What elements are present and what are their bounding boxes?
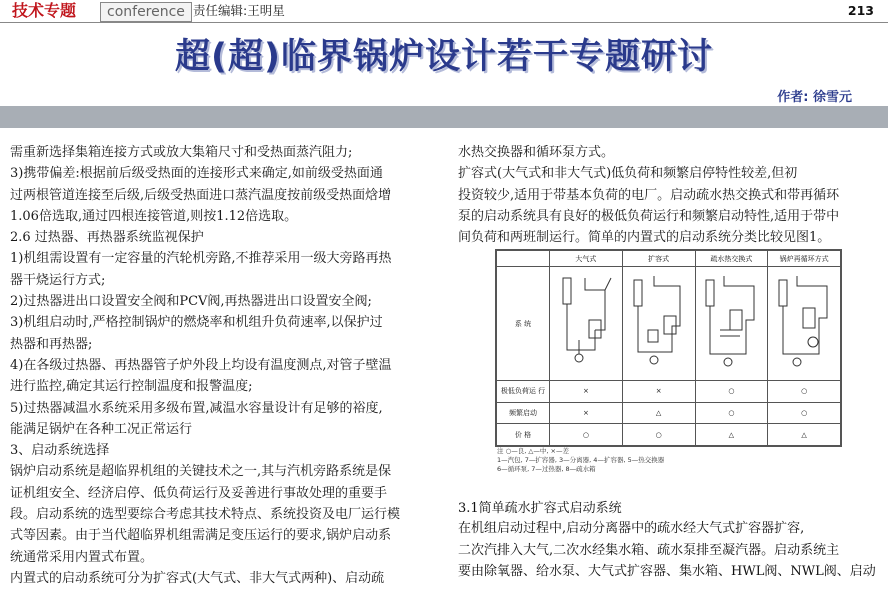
rating-symbol: ○ bbox=[622, 424, 695, 446]
figure-1-comparison-table bbox=[495, 249, 842, 447]
col-header: 锅炉再循环方式 bbox=[768, 251, 841, 267]
right-column bbox=[458, 142, 880, 248]
paragraph-line: 统通常采用内置式布置。 bbox=[10, 549, 154, 565]
page-number: 213 bbox=[847, 3, 874, 18]
paragraph-line: 1)机组需设置有一定容量的汽轮机旁路,不推荐采用一级大旁路再热 bbox=[10, 251, 392, 267]
paragraph-line: 热器和再热器; bbox=[10, 336, 93, 352]
paragraph-line: 要由除氧器、给水泵、大气式扩容器、集水箱、HWL阀、NWL阀、启动 bbox=[458, 564, 876, 579]
rating-symbol: △ bbox=[622, 402, 695, 424]
paragraph-line: 器干烧运行方式; bbox=[10, 272, 106, 288]
expansion-system-diagram bbox=[628, 270, 690, 376]
paragraph-line: 3)携带偏差:根据前后级受热面的连接形式来确定,如前级受热面通 bbox=[10, 166, 383, 182]
rating-symbol: × bbox=[550, 381, 623, 403]
article-author: 作者: 徐雪元 bbox=[777, 90, 852, 105]
rating-symbol: ○ bbox=[695, 402, 768, 424]
page-header bbox=[0, 0, 888, 23]
paragraph-line: 水热交换器和循环泵方式。 bbox=[458, 145, 615, 160]
paragraph-line: 进行监控,确定其运行控制温度和报警温度; bbox=[10, 379, 253, 395]
table-corner bbox=[497, 251, 550, 267]
paragraph-line: 式等因素。由于当代超临界机组需满足变压运行的要求,锅炉启动系 bbox=[10, 528, 392, 544]
system-schematic bbox=[768, 267, 841, 381]
right-column-continued bbox=[458, 518, 880, 583]
paragraph-line: 投资较少,适用于带基本负荷的电厂。启动疏水热交换式和带再循环 bbox=[458, 187, 840, 203]
conference-label: conference bbox=[100, 2, 192, 22]
section-heading: 3.1简单疏水扩容式启动系统 bbox=[458, 501, 622, 516]
atmospheric-system-diagram bbox=[555, 270, 617, 376]
row-label: 频繁启动 bbox=[497, 402, 550, 424]
rating-symbol: × bbox=[622, 381, 695, 403]
title-band bbox=[0, 106, 888, 128]
rating-symbol: △ bbox=[768, 424, 841, 446]
rating-symbol: △ bbox=[695, 424, 768, 446]
paragraph-line: 证机组安全、经济启停、低负荷运行及妥善进行事故处理的重要手 bbox=[10, 485, 388, 501]
rating-symbol: ○ bbox=[768, 381, 841, 403]
paragraph-line: 二次汽排入大气,二次水经集水箱、疏水泵排至凝汽器。启动系统主 bbox=[458, 542, 840, 558]
col-header: 疏水热交换式 bbox=[695, 251, 768, 267]
paragraph-line: 2.6 过热器、再热器系统监视保护 bbox=[10, 230, 204, 246]
paragraph-line: 5)过热器减温水系统采用多级布置,减温水容量设计有足够的裕度, bbox=[10, 400, 383, 416]
article-title: 超(超)临界锅炉设计若干专题研讨 bbox=[175, 37, 713, 77]
figure-note: 6—循环泵, 7—过热器, 8—疏水箱 bbox=[497, 465, 596, 473]
rating-symbol: ○ bbox=[768, 402, 841, 424]
section-tag: 技术专题 bbox=[12, 1, 77, 20]
paragraph-line: 4)在各级过热器、再热器管子炉外段上均设有温度测点,对管子壁温 bbox=[10, 357, 392, 373]
paragraph-line: 3、启动系统选择 bbox=[10, 443, 110, 459]
figure-note: 注 ○—良, △—中, ×—差 bbox=[497, 447, 569, 455]
left-column bbox=[10, 142, 440, 589]
rating-symbol: × bbox=[550, 402, 623, 424]
col-header: 扩容式 bbox=[622, 251, 695, 267]
col-header: 大气式 bbox=[550, 251, 623, 267]
paragraph-line: 锅炉启动系统是超临界机组的关键技术之一,其与汽机旁路系统是保 bbox=[10, 464, 392, 480]
figure-notes bbox=[497, 447, 664, 474]
paragraph-line: 3)机组启动时,严格控制锅炉的燃烧率和机组升负荷速率,以保护过 bbox=[10, 315, 383, 331]
rating-symbol: ○ bbox=[550, 424, 623, 446]
system-schematic bbox=[622, 267, 695, 381]
paragraph-line: 需重新选择集箱连接方式或放大集箱尺寸和受热面蒸汽阻力; bbox=[10, 145, 353, 160]
figure-note: 1—汽包, 7—扩容器, 3—分离器, 4—扩容器, 5—热交换器 bbox=[497, 456, 665, 464]
heat-exchanger-system-diagram bbox=[700, 270, 762, 376]
system-schematic bbox=[550, 267, 623, 381]
recirculation-system-diagram bbox=[773, 270, 835, 376]
paragraph-line: 在机组启动过程中,启动分离器中的疏水经大气式扩容器扩容, bbox=[458, 521, 805, 536]
paragraph-line: 过两根管道连接至后级,后级受热面进口蒸汽温度按前级受热面焓增 bbox=[10, 187, 392, 203]
rating-symbol: ○ bbox=[695, 381, 768, 403]
paragraph-line: 1.06倍选取,通过四根连接管道,则按1.12倍选取。 bbox=[10, 208, 298, 224]
paragraph-line: 泵的启动系统具有良好的极低负荷运行和频繁启动特性,适用于带中 bbox=[458, 208, 840, 224]
paragraph-line: 能满足锅炉在各种工况正常运行 bbox=[10, 421, 193, 437]
row-label: 系 统 bbox=[497, 267, 550, 381]
paragraph-line: 内置式的启动系统可分为扩容式(大气式、非大气式两种)、启动疏 bbox=[10, 570, 385, 586]
paragraph-line: 段。启动系统的选型要综合考虑其技术特点、系统投资及电厂运行模 bbox=[10, 507, 401, 523]
system-schematic bbox=[695, 267, 768, 381]
paragraph-line: 2)过热器进出口设置安全阀和PCV阀,再热器进出口设置安全阀; bbox=[10, 294, 372, 310]
row-label: 极低负荷运 行 bbox=[497, 381, 550, 403]
paragraph-line: 扩容式(大气式和非大气式)低负荷和频繁启停特性较差,但初 bbox=[458, 166, 798, 182]
paragraph-line: 间负荷和两班制运行。简单的内置式的启动系统分类比较见图1。 bbox=[458, 230, 831, 246]
row-label: 价 格 bbox=[497, 424, 550, 446]
editor-credit: 责任编辑:王明星 bbox=[193, 3, 285, 18]
